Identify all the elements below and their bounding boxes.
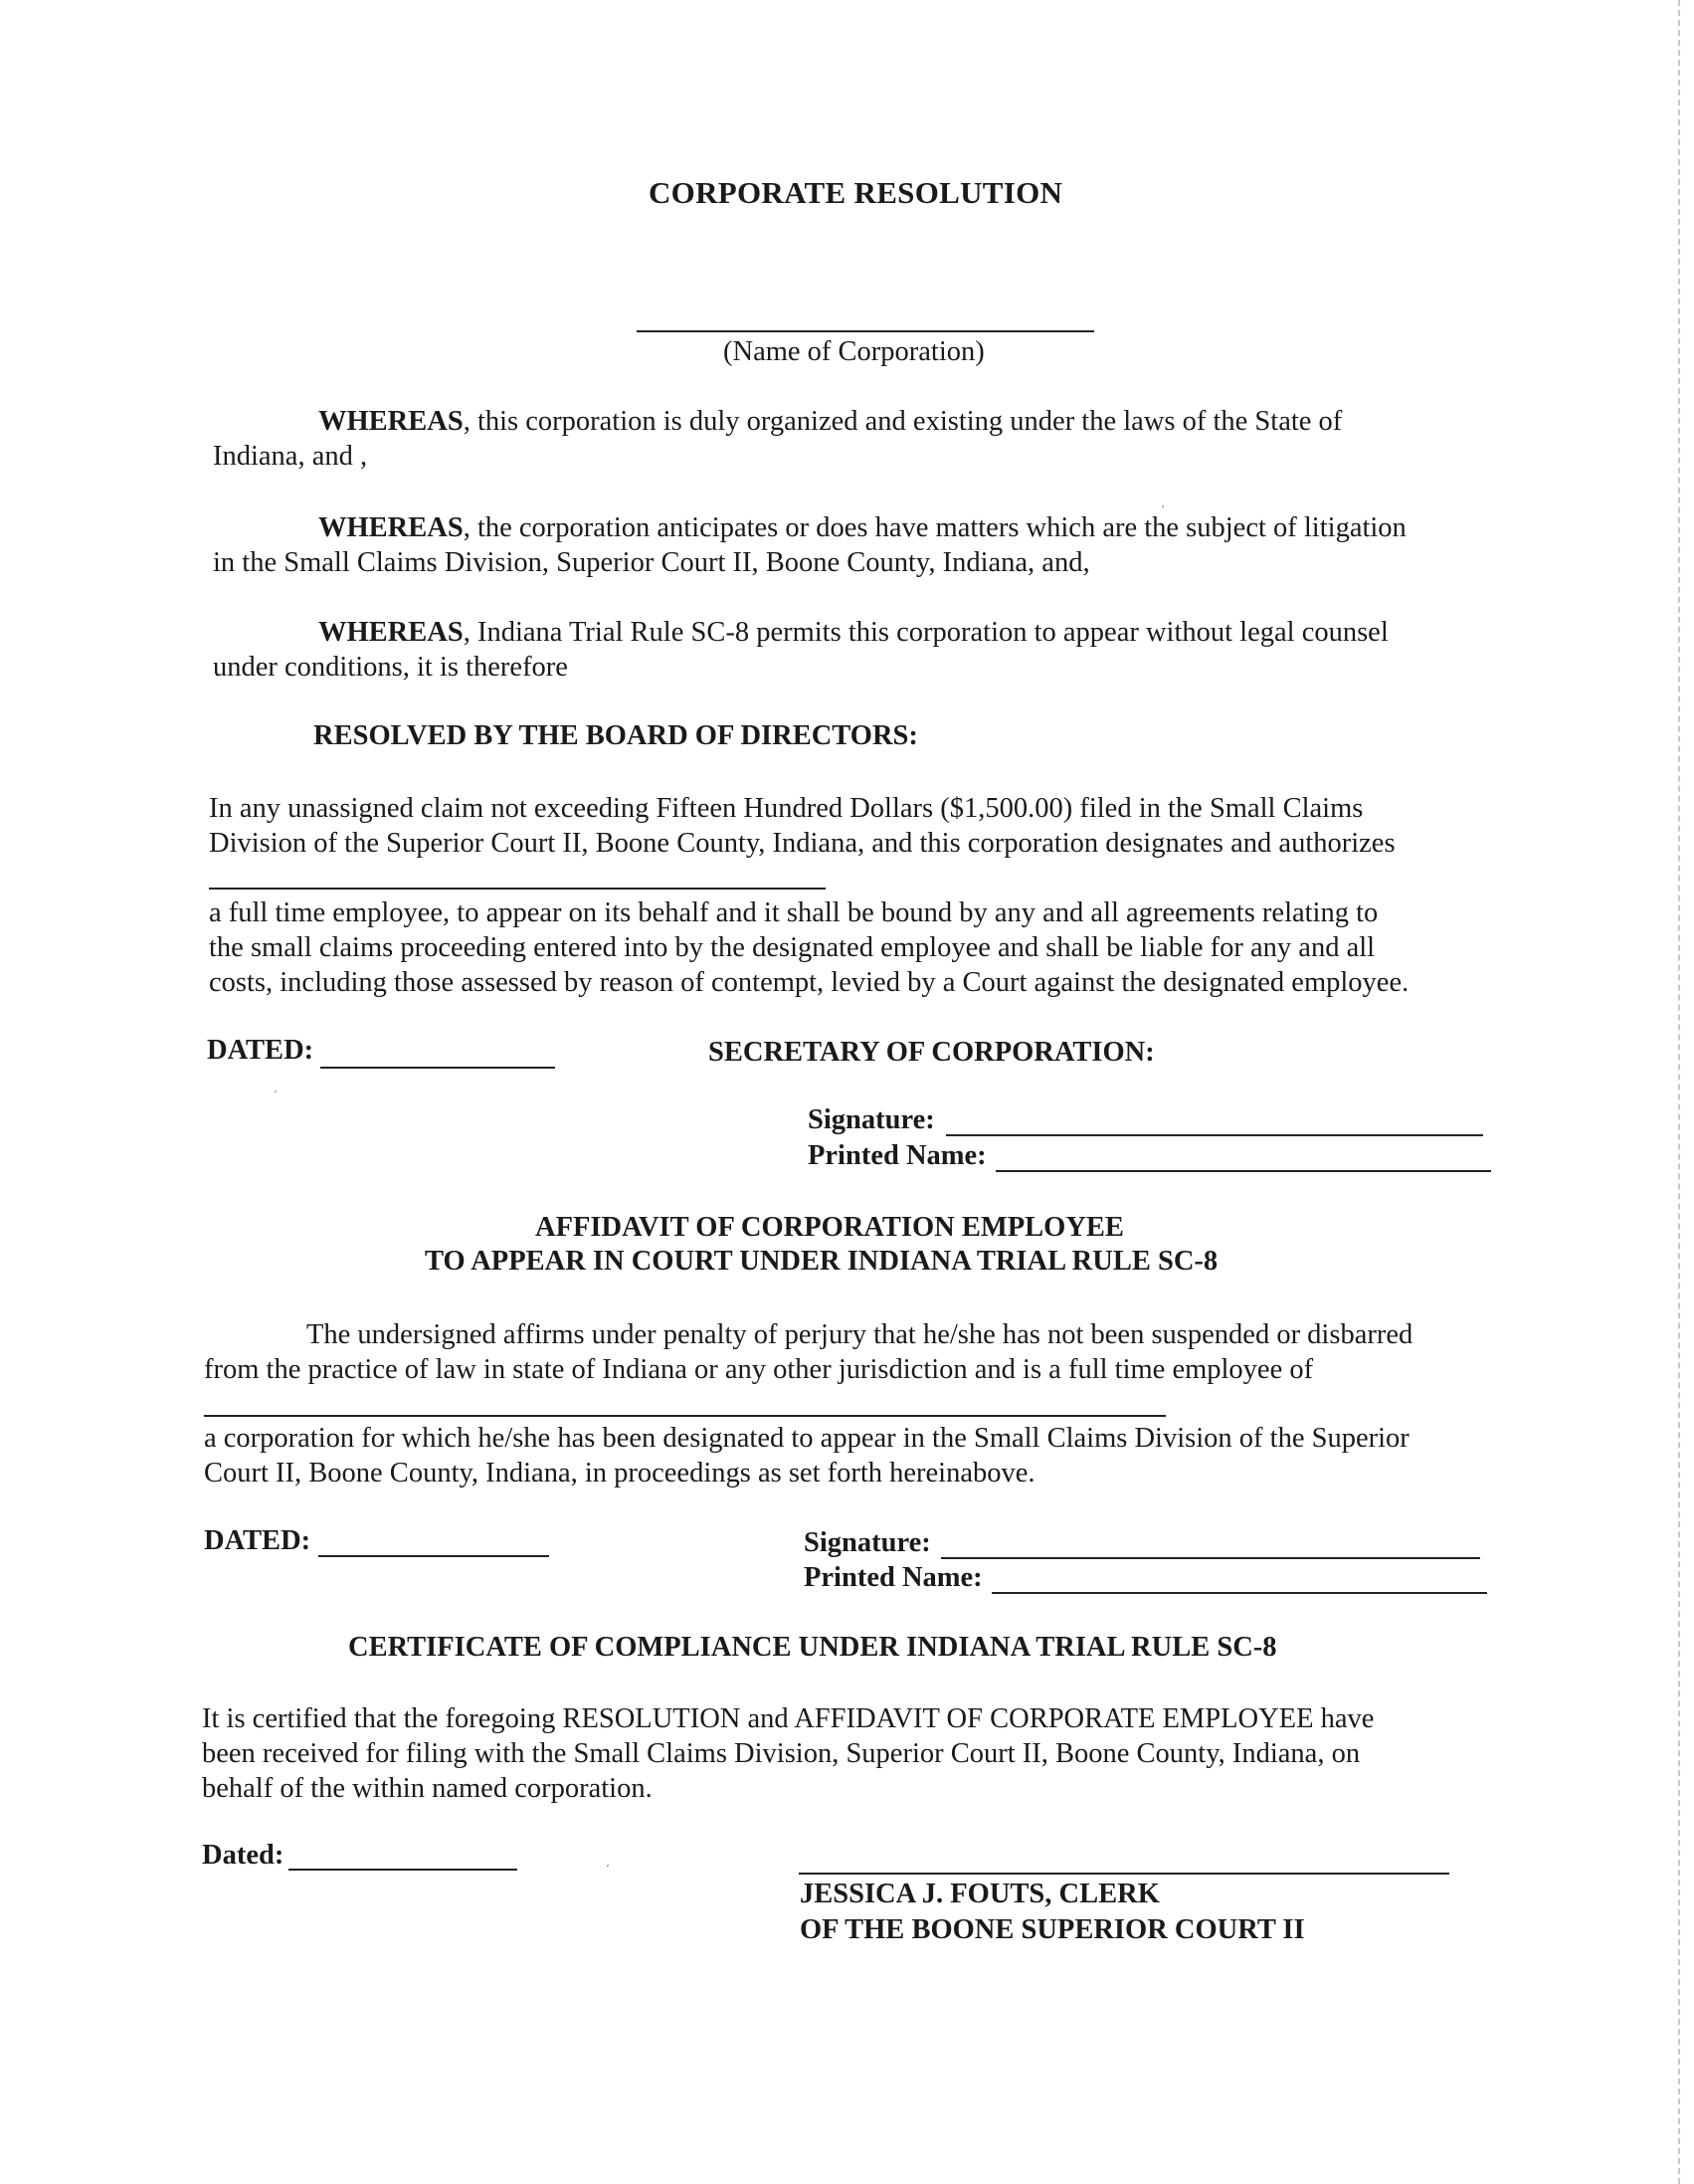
whereas-2-line-2: in the Small Claims Division, Superior Court II, Boone County, Indiana, and, bbox=[213, 547, 1090, 578]
dated-label-certificate: Dated: bbox=[202, 1840, 284, 1871]
affidavit-printed-name-label: Printed Name: bbox=[804, 1562, 983, 1593]
resolution-line-5: costs, including those assessed by reason of contempt, levied by a Court against the designated employee. bbox=[209, 967, 1410, 998]
scan-edge bbox=[1678, 0, 1680, 2184]
secretary-printed-name-line bbox=[996, 1170, 1491, 1172]
dated-line-resolution bbox=[320, 1067, 555, 1069]
employee-name-line bbox=[209, 888, 826, 890]
whereas-keyword: WHEREAS bbox=[318, 512, 464, 543]
dated-line-certificate bbox=[288, 1869, 517, 1871]
affidavit-line-4: Court II, Boone County, Indiana, in proceedings as set forth hereinabove. bbox=[204, 1458, 1035, 1489]
whereas-3-line-2: under conditions, it is therefore bbox=[213, 652, 568, 683]
document-title: CORPORATE RESOLUTION bbox=[649, 175, 1063, 210]
employer-name-line bbox=[204, 1415, 1166, 1417]
dated-line-affidavit bbox=[318, 1555, 549, 1557]
resolution-line-3: a full time employee, to appear on its behalf and it shall be bound by any and all agreements relating to bbox=[209, 897, 1379, 928]
affidavit-line-3: a corporation for which he/she has been designated to appear in the Small Claims Division of the Superior bbox=[204, 1423, 1410, 1454]
certificate-line-1: It is certified that the foregoing RESOLUTION and AFFIDAVIT OF CORPORATE EMPLOYEE have bbox=[202, 1703, 1375, 1734]
resolution-line-2: Division of the Superior Court II, Boone County, Indiana, and this corporation designates and authorizes bbox=[209, 828, 1396, 859]
dated-label-affidavit: DATED: bbox=[204, 1525, 311, 1556]
resolution-line-1: In any unassigned claim not exceeding Fifteen Hundred Dollars ($1,500.00) filed in the Small Claims bbox=[209, 793, 1364, 824]
secretary-signature-label: Signature: bbox=[808, 1104, 935, 1135]
clerk-court: OF THE BOONE SUPERIOR COURT II bbox=[800, 1914, 1305, 1945]
affidavit-line-2: from the practice of law in state of Indiana or any other jurisdiction and is a full time employee of bbox=[204, 1354, 1314, 1385]
secretary-heading: SECRETARY OF CORPORATION: bbox=[708, 1037, 1155, 1068]
corporation-name-caption: (Name of Corporation) bbox=[723, 336, 985, 367]
whereas-keyword: WHEREAS bbox=[318, 617, 464, 648]
certificate-line-2: been received for filing with the Small Claims Division, Superior Court II, Boone County, Indiana, on bbox=[202, 1738, 1361, 1769]
secretary-printed-name-label: Printed Name: bbox=[808, 1140, 987, 1171]
affidavit-heading-line-1: AFFIDAVIT OF CORPORATION EMPLOYEE bbox=[535, 1212, 1124, 1243]
whereas-1-line-1: WHEREAS, this corporation is duly organized and existing under the laws of the State of bbox=[318, 406, 1343, 437]
scan-speck bbox=[275, 1091, 277, 1092]
clerk-name: JESSICA J. FOUTS, CLERK bbox=[800, 1879, 1160, 1909]
clerk-signature-line bbox=[799, 1873, 1449, 1875]
affidavit-printed-name-line bbox=[992, 1592, 1487, 1594]
resolved-heading: RESOLVED BY THE BOARD OF DIRECTORS: bbox=[313, 720, 918, 751]
whereas-2-line-1: WHEREAS, the corporation anticipates or does have matters which are the subject of litigation bbox=[318, 512, 1407, 543]
affidavit-signature-label: Signature: bbox=[804, 1527, 931, 1558]
scan-speck bbox=[607, 1865, 609, 1867]
whereas-3-line-1: WHEREAS, Indiana Trial Rule SC-8 permits this corporation to appear without legal counsel bbox=[318, 617, 1389, 648]
certificate-heading: CERTIFICATE OF COMPLIANCE UNDER INDIANA TRIAL RULE SC-8 bbox=[348, 1632, 1277, 1663]
whereas-keyword: WHEREAS bbox=[318, 406, 464, 437]
secretary-signature-line bbox=[946, 1134, 1483, 1136]
dated-label-resolution: DATED: bbox=[207, 1035, 314, 1066]
corporation-name-line bbox=[637, 330, 1094, 332]
certificate-line-3: behalf of the within named corporation. bbox=[202, 1773, 653, 1804]
affidavit-signature-line bbox=[941, 1557, 1480, 1559]
scan-speck bbox=[1162, 505, 1164, 507]
affidavit-heading-line-2: TO APPEAR IN COURT UNDER INDIANA TRIAL RULE SC-8 bbox=[425, 1246, 1219, 1277]
whereas-1-line-2: Indiana, and , bbox=[213, 441, 368, 472]
resolution-line-4: the small claims proceeding entered into by the designated employee and shall be liable for any and all bbox=[209, 932, 1376, 963]
affidavit-line-1: The undersigned affirms under penalty of perjury that he/she has not been suspended or disbarred bbox=[306, 1319, 1413, 1350]
